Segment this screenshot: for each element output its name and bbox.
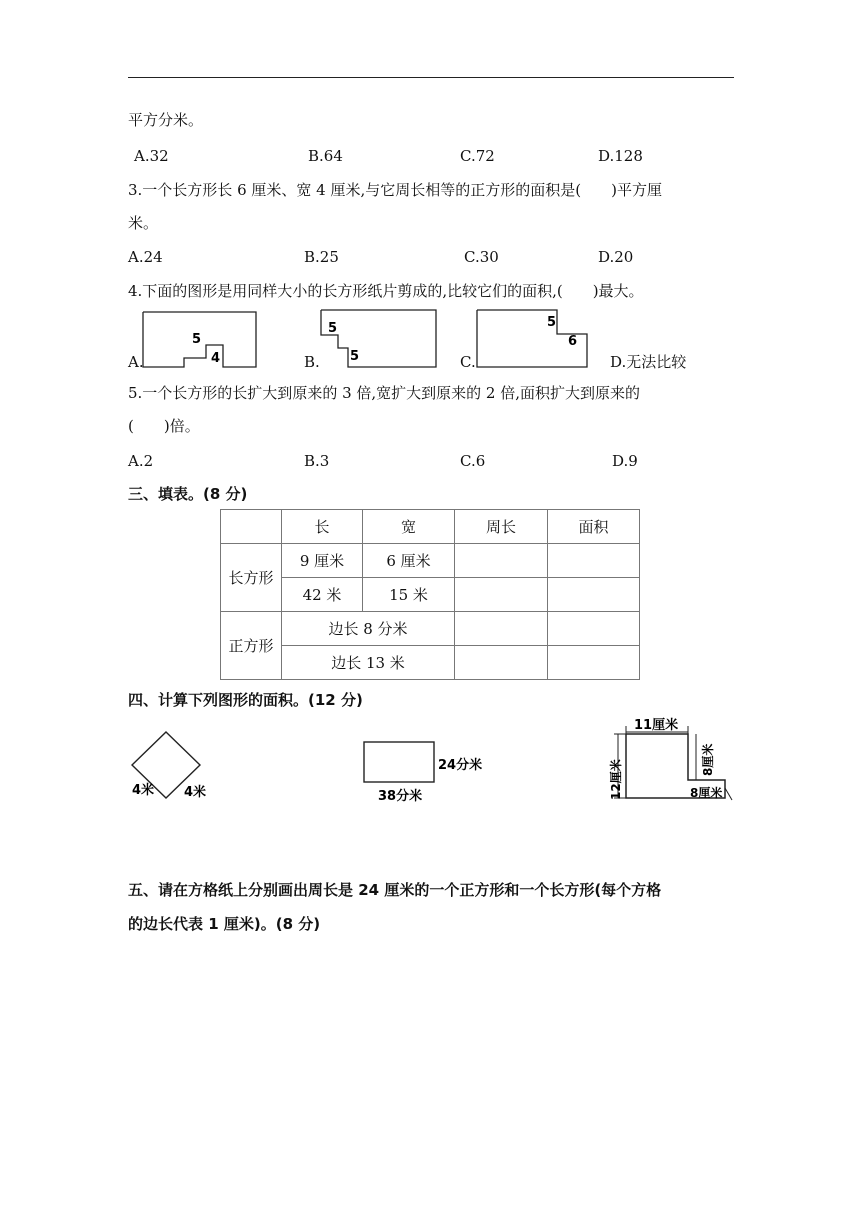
section5-text-line1: 五、请在方格纸上分别画出周长是 24 厘米的一个正方形和一个长方形(每个方格 [128,881,662,899]
square-label-left: 4米 [132,783,155,798]
composite-label-top: 11厘米 [634,718,679,733]
square-figure [128,728,228,804]
q3-option-c: C.30 [464,248,499,266]
rectangle-figure [360,738,490,804]
header-rule [128,77,734,78]
composite-figure [606,712,734,804]
table-cell-empty [221,510,282,544]
q4-option-b: B. [304,353,320,371]
rect-row-label: 长方形 [221,544,282,612]
composite-label-bottom-right: 8厘米 [690,786,723,800]
header-width: 宽 [363,510,455,544]
q5-option-b: B.3 [304,452,330,470]
section3-title: 三、填表。(8 分) [128,485,248,503]
fig-b-label-5b: 5 [350,349,360,364]
square1-area-blank[interactable] [548,612,640,646]
table-row [221,578,640,612]
composite-label-right-inner: 8厘米 [701,743,715,776]
q2-option-a: A.32 [134,147,169,165]
square1-perimeter-blank[interactable] [455,612,548,646]
header-length: 长 [282,510,363,544]
fig-c-label-6: 6 [568,334,578,349]
q2-option-b: B.64 [308,147,343,165]
q5-text-line2: ( )倍。 [128,417,200,435]
square2-side: 边长 13 米 [282,646,455,680]
fig-b-label-5a: 5 [328,321,338,336]
q4-text: 4.下面的图形是用同样大小的长方形纸片剪成的,比较它们的面积,( )最大。 [128,282,644,300]
fill-table [220,509,640,680]
q4-figure-c [475,308,593,370]
section5-text-line2: 的边长代表 1 厘米)。(8 分) [128,915,321,933]
q5-option-d: D.9 [612,452,638,470]
square-label-right: 4米 [184,785,207,800]
rect-label-side: 24分米 [438,758,483,773]
square2-perimeter-blank[interactable] [455,646,548,680]
rect1-perimeter-blank[interactable] [455,544,548,578]
q3-option-b: B.25 [304,248,339,266]
q3-text-line1: 3.一个长方形长 6 厘米、宽 4 厘米,与它周长相等的正方形的面积是( )平方厘 [128,181,662,199]
composite-label-left: 12厘米 [609,759,623,800]
q4-figure-b [318,308,440,370]
table-row [221,510,640,544]
q5-option-a: A.2 [128,452,154,470]
q3-option-a: A.24 [128,248,163,266]
q4-option-a: A. [128,353,144,371]
q4-option-c: C. [460,353,476,371]
header-perimeter: 周长 [455,510,548,544]
table-row [221,612,640,646]
q4-option-d: D.无法比较 [610,353,687,371]
fig-c-label-5: 5 [547,315,557,330]
rect1-length: 9 厘米 [282,544,363,578]
q5-text-line1: 5.一个长方形的长扩大到原来的 3 倍,宽扩大到原来的 2 倍,面积扩大到原来的 [128,384,641,402]
section4-title: 四、计算下列图形的面积。(12 分) [128,691,363,709]
q2-option-c: C.72 [460,147,495,165]
q3-text-line2: 米。 [128,214,159,232]
rect2-width: 15 米 [363,578,455,612]
square-row-label: 正方形 [221,612,282,680]
rect1-area-blank[interactable] [548,544,640,578]
rect2-perimeter-blank[interactable] [455,578,548,612]
rect1-width: 6 厘米 [363,544,455,578]
fig-a-label-5: 5 [192,332,202,347]
q3-option-d: D.20 [598,248,634,266]
rect2-area-blank[interactable] [548,578,640,612]
q2-option-d: D.128 [598,147,643,165]
table-row [221,544,640,578]
fig-a-label-4: 4 [211,351,221,366]
rect-label-bottom: 38分米 [378,789,423,804]
q4-figure-a [142,310,260,370]
square1-side: 边长 8 分米 [282,612,455,646]
square2-area-blank[interactable] [548,646,640,680]
table-row [221,646,640,680]
q5-option-c: C.6 [460,452,486,470]
rect2-length: 42 米 [282,578,363,612]
header-area: 面积 [548,510,640,544]
q2-continuation: 平方分米。 [128,111,204,129]
